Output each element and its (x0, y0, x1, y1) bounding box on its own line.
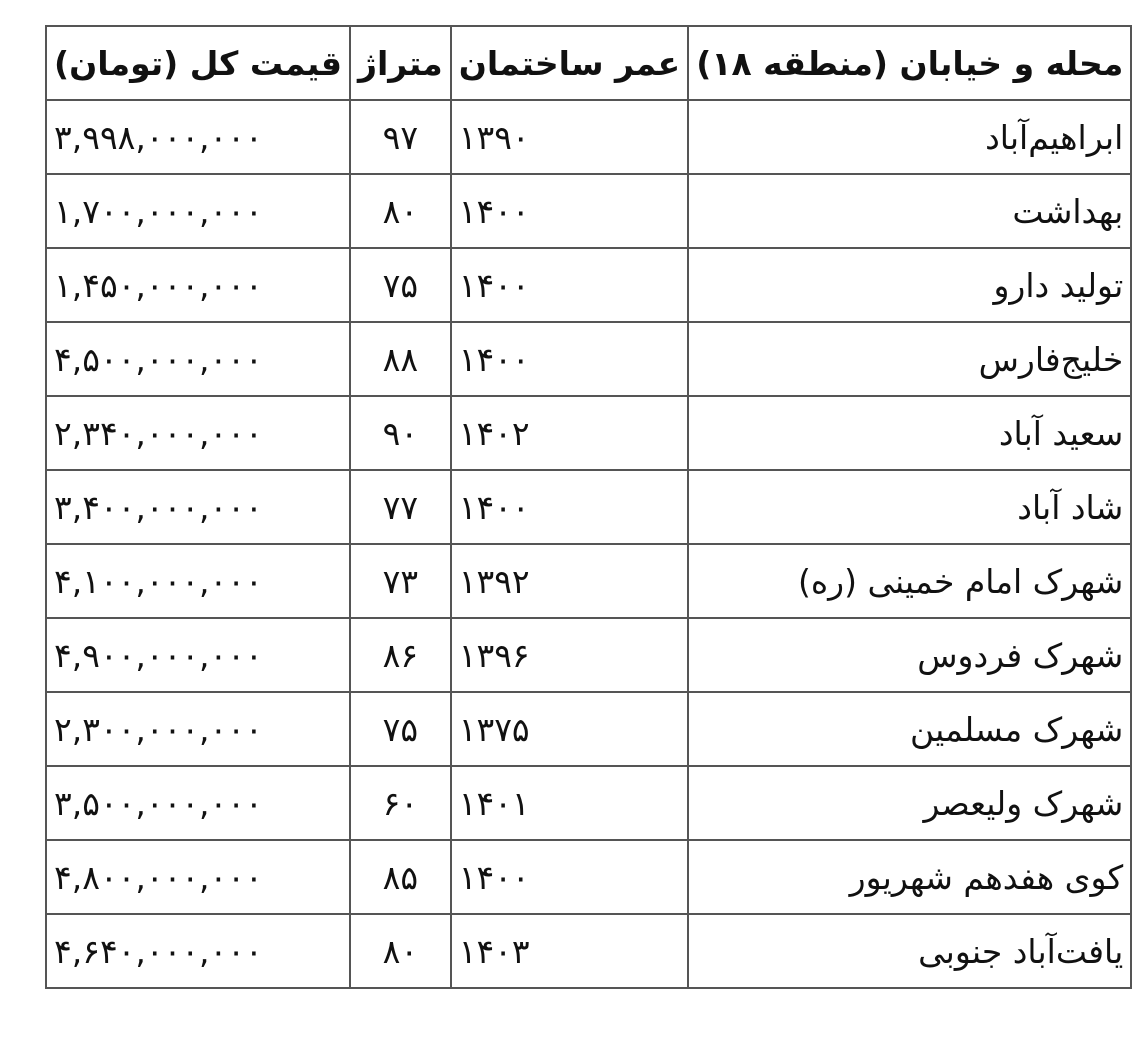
cell-area: ۷۵ (350, 248, 451, 322)
cell-total-price: ۴,۱۰۰,۰۰۰,۰۰۰ (46, 544, 350, 618)
table-row (46, 396, 1131, 470)
cell-neighborhood: خلیج‌فارس (688, 322, 1131, 396)
cell-neighborhood: یافت‌آباد جنوبی (688, 914, 1131, 988)
header-area: متراژ (350, 26, 451, 100)
cell-neighborhood: شهرک امام خمینی (ره) (688, 544, 1131, 618)
table-row (46, 100, 1131, 174)
cell-area: ۹۰ (350, 396, 451, 470)
cell-total-price: ۳,۹۹۸,۰۰۰,۰۰۰ (46, 100, 350, 174)
header-total-price: قیمت کل (تومان) (46, 26, 350, 100)
cell-area: ۷۷ (350, 470, 451, 544)
cell-building-age: ۱۳۹۶ (451, 618, 688, 692)
price-table (45, 25, 1132, 989)
cell-area: ۸۵ (350, 840, 451, 914)
header-neighborhood: محله و خیابان (منطقه ۱۸) (688, 26, 1131, 100)
cell-neighborhood: شهرک مسلمین (688, 692, 1131, 766)
cell-neighborhood: شاد آباد (688, 470, 1131, 544)
cell-area: ۷۳ (350, 544, 451, 618)
cell-building-age: ۱۴۰۰ (451, 248, 688, 322)
cell-total-price: ۳,۴۰۰,۰۰۰,۰۰۰ (46, 470, 350, 544)
cell-area: ۸۸ (350, 322, 451, 396)
cell-total-price: ۴,۸۰۰,۰۰۰,۰۰۰ (46, 840, 350, 914)
header-building-age: عمر ساختمان (451, 26, 688, 100)
cell-total-price: ۱,۷۰۰,۰۰۰,۰۰۰ (46, 174, 350, 248)
cell-area: ۸۰ (350, 914, 451, 988)
cell-neighborhood: شهرک فردوس (688, 618, 1131, 692)
cell-neighborhood: ابراهیم‌آباد (688, 100, 1131, 174)
cell-total-price: ۴,۵۰۰,۰۰۰,۰۰۰ (46, 322, 350, 396)
table-row (46, 174, 1131, 248)
cell-total-price: ۴,۶۴۰,۰۰۰,۰۰۰ (46, 914, 350, 988)
cell-area: ۷۵ (350, 692, 451, 766)
cell-area: ۸۶ (350, 618, 451, 692)
cell-neighborhood: سعید آباد (688, 396, 1131, 470)
cell-total-price: ۲,۳۴۰,۰۰۰,۰۰۰ (46, 396, 350, 470)
table-row (46, 914, 1131, 988)
cell-building-age: ۱۴۰۰ (451, 174, 688, 248)
cell-building-age: ۱۴۰۰ (451, 322, 688, 396)
cell-building-age: ۱۴۰۰ (451, 470, 688, 544)
cell-total-price: ۱,۴۵۰,۰۰۰,۰۰۰ (46, 248, 350, 322)
table-row (46, 322, 1131, 396)
cell-building-age: ۱۳۹۲ (451, 544, 688, 618)
cell-area: ۹۷ (350, 100, 451, 174)
cell-building-age: ۱۴۰۰ (451, 840, 688, 914)
table-row (46, 692, 1131, 766)
price-table-container (45, 25, 1124, 989)
table-body (46, 100, 1131, 988)
cell-building-age: ۱۴۰۱ (451, 766, 688, 840)
table-row (46, 470, 1131, 544)
table-row (46, 618, 1131, 692)
table-row (46, 766, 1131, 840)
table-row (46, 248, 1131, 322)
cell-total-price: ۲,۳۰۰,۰۰۰,۰۰۰ (46, 692, 350, 766)
cell-area: ۶۰ (350, 766, 451, 840)
cell-neighborhood: شهرک ولیعصر (688, 766, 1131, 840)
cell-total-price: ۳,۵۰۰,۰۰۰,۰۰۰ (46, 766, 350, 840)
cell-building-age: ۱۳۷۵ (451, 692, 688, 766)
cell-area: ۸۰ (350, 174, 451, 248)
cell-building-age: ۱۴۰۲ (451, 396, 688, 470)
header-row (46, 26, 1131, 100)
table-row (46, 544, 1131, 618)
cell-building-age: ۱۳۹۰ (451, 100, 688, 174)
cell-neighborhood: کوی هفدهم شهریور (688, 840, 1131, 914)
table-row (46, 840, 1131, 914)
cell-neighborhood: تولید دارو (688, 248, 1131, 322)
cell-building-age: ۱۴۰۳ (451, 914, 688, 988)
cell-total-price: ۴,۹۰۰,۰۰۰,۰۰۰ (46, 618, 350, 692)
cell-neighborhood: بهداشت (688, 174, 1131, 248)
